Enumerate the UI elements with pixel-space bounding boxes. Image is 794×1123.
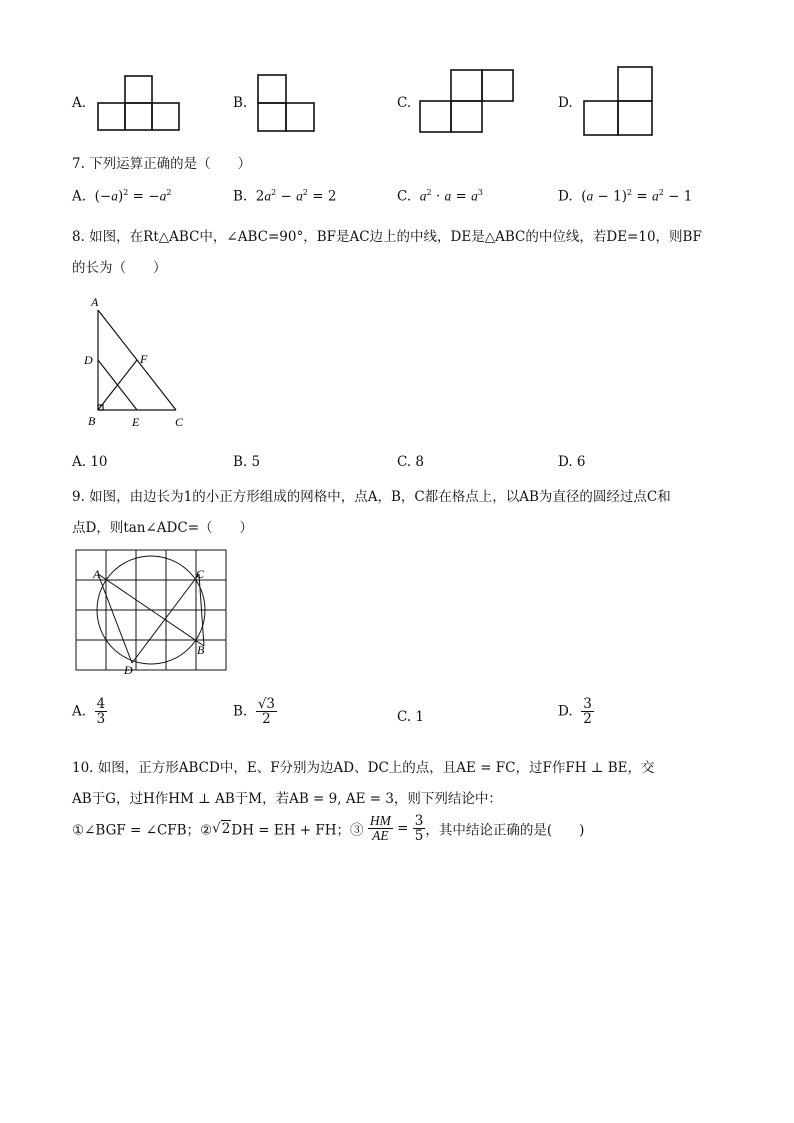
q6-option-d-label: D. [558,95,573,111]
q9-option-c: C. 1 [397,709,425,725]
q6-figure-a [97,75,182,132]
q8-label-f: F [140,352,148,366]
q9-option-b: B. $\frac{√3}{2}$ [233,696,276,728]
q8-option-a: A. 10 [72,454,108,470]
q8-option-c: C. 8 [397,454,425,470]
q10-stem-line1: 10. 如图，正方形ABCD中，E、F分别为边AD、DC上的点，且AE = FC，过F作FH ⊥ BE，交 [72,760,655,776]
q8-option-d: D. 6 [558,454,586,470]
q7-option-a: A. $(-a)^2 = -a^2$ [72,188,172,205]
q6-option-c-label: C. [397,95,412,111]
q10-stem-line2: AB于G，过H作HM ⊥ AB于M，若AB = 9, AE = 3，则下列结论中： [72,791,502,807]
q8-option-b: B. 5 [233,454,261,470]
q8-triangle-figure [80,292,200,434]
q9-label-c: C [196,567,205,581]
q8-label-d: D [84,353,93,367]
q8-label-c: C [175,415,184,429]
q6-option-a-label: A. [72,95,87,111]
q6-figure-c [419,69,516,133]
q8-stem-line1: 8. 如图，在Rt△ABC中，∠ABC=90°，BF是AC边上的中线，DE是△ABC的中位线，若DE=10，则BF [72,229,702,245]
q6-option-b-label: B. [233,95,248,111]
q9-option-d: D. $\frac{3}{2}$ [558,696,592,728]
q9-label-a: A [93,567,101,581]
q9-stem-line1: 9. 如图，由边长为1的小正方形组成的网格中，点A，B，C都在格点上，以AB为直径的圆经过点C和 [72,489,671,505]
q8-label-a: A [91,295,99,309]
q7-stem: 7. 下列运算正确的是（ ） [72,156,252,172]
q7-option-c: C. $a^2 \cdot a = a^3$ [397,188,483,205]
q8-label-b: B [88,414,96,428]
q6-figure-d [583,66,655,136]
q6-figure-b [257,74,317,132]
q7-option-d: D. $(a - 1)^2 = a^2 - 1$ [558,188,693,205]
q9-label-b: B [197,643,205,657]
q8-label-e: E [132,415,140,429]
q7-option-b: B. $2a^2 - a^2 = 2$ [233,188,337,205]
q9-grid-circle-figure [74,547,234,679]
q9-stem-line2: 点D，则tan∠ADC=（ ） [72,520,254,536]
q8-stem-line2: 的长为（ ） [72,260,167,276]
q9-label-d: D [124,663,133,677]
q10-stem-line3: ①∠BGF = ∠CFB；②√2DH = EH + FH；③ $\frac{HM}{AE}$ = $\frac{3}{5}$ ，其中结论正确的是( ) [72,813,585,845]
q9-option-a: A. $\frac{4}{3}$ [72,696,106,728]
